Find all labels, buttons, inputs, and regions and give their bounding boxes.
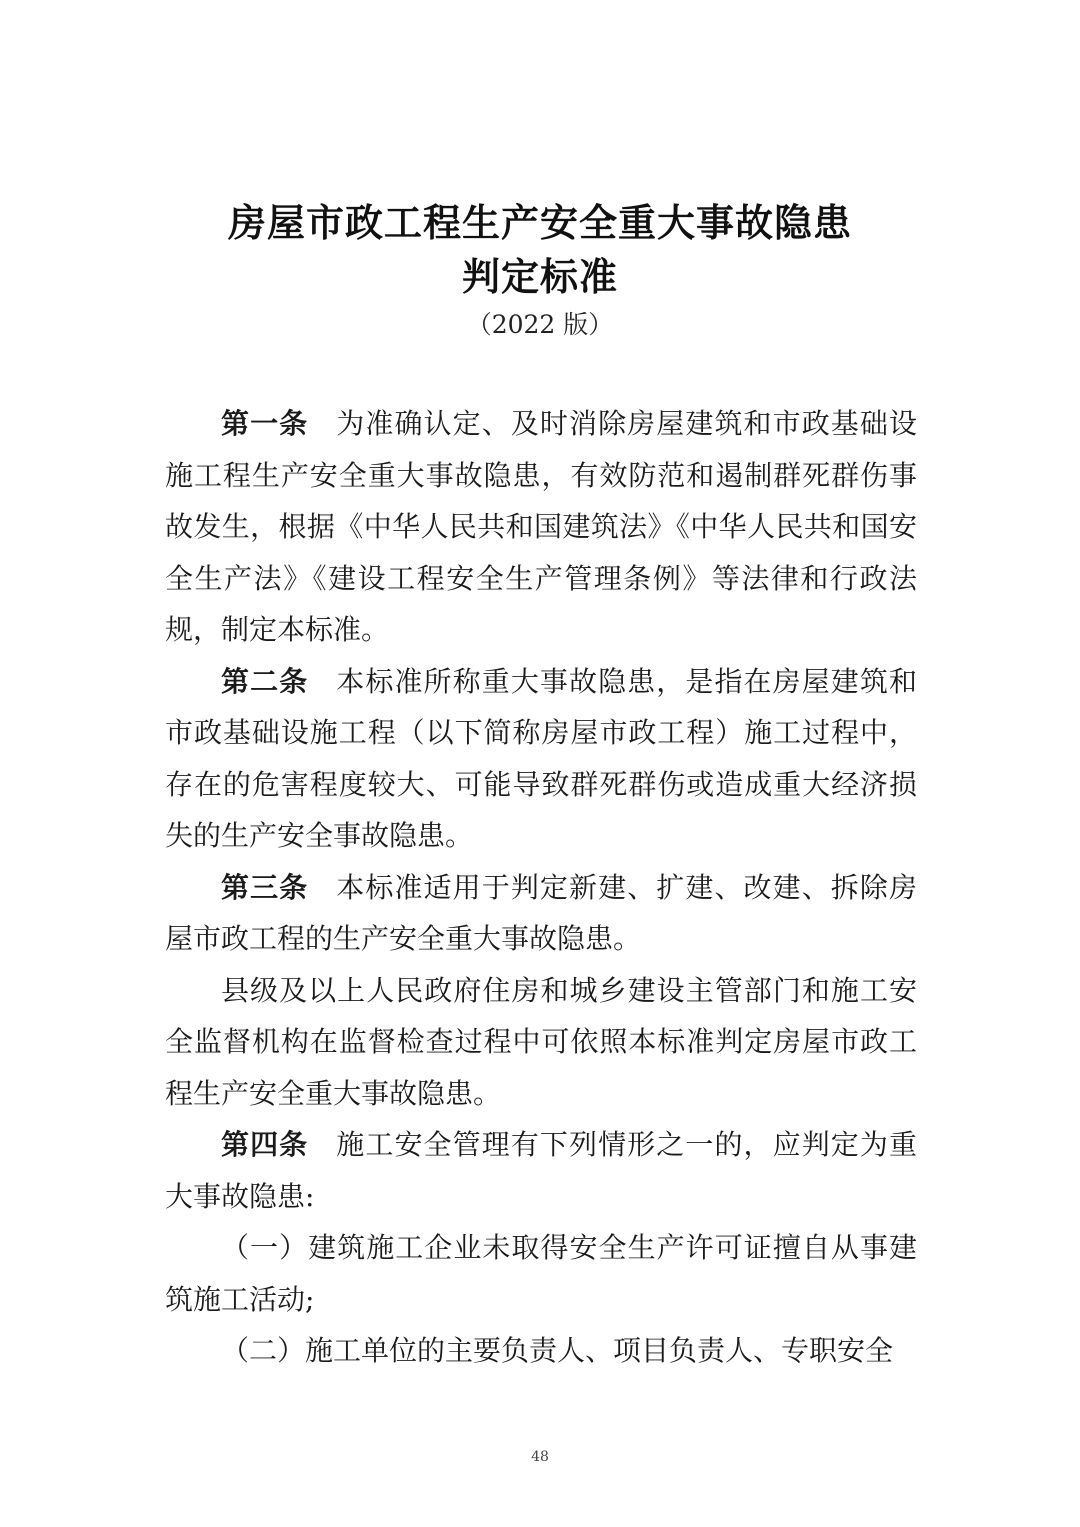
paragraph-article-1	[165, 398, 917, 656]
page-number: 48	[531, 1449, 549, 1465]
document-title-line2: 判定标准	[461, 255, 618, 299]
paragraph-article-3	[165, 862, 917, 965]
paragraph-article-3-clause: 县级及以上人民政府住房和城乡建设主管部门和施工安全监督机构在监督检查过程中可依照本标准判定房屋市政工程生产安全重大事故隐患。	[165, 973, 917, 1110]
article-heading: 第四条	[221, 1128, 309, 1161]
paragraph-article-4	[165, 1119, 917, 1222]
document-version: （2022 版）	[466, 310, 614, 339]
paragraph-text: 本标准所称重大事故隐患，是指在房屋建筑和市政基础设施工程（以下简称房屋市政工程）施工过程中，存在的危害程度较大、可能导致群死群伤或造成重大经济损失的生产安全事故隐患。	[165, 664, 917, 852]
paragraph-item-1: （一）建筑施工企业未取得安全生产许可证擅自从事建筑施工活动;	[165, 1231, 917, 1316]
article-heading: 第一条	[221, 407, 309, 440]
paragraph-article-2	[165, 656, 917, 862]
article-heading: 第三条	[221, 870, 309, 904]
document-body	[165, 398, 917, 1377]
document-title-line1: 房屋市政工程生产安全重大事故隐患	[227, 201, 852, 245]
article-heading: 第二条	[221, 664, 309, 698]
paragraph-text: 为准确认定、及时消除房屋建筑和市政基础设施工程生产安全重大事故隐患，有效防范和遏制群死群伤事故发生，根据《中华人民共和国建筑法》《中华人民共和国安全生产法》《建设工程安全生产管理条例》等法律和行政法规，制定本标准。	[165, 407, 917, 646]
paragraph-text: 施工安全管理有下列情形之一的，应判定为重大事故隐患:	[165, 1128, 917, 1213]
paragraph-text: 本标准适用于判定新建、扩建、改建、拆除房屋市政工程的生产安全重大事故隐患。	[165, 870, 917, 955]
paragraph-item-2: （二）施工单位的主要负责人、项目负责人、专职安全	[221, 1334, 894, 1367]
